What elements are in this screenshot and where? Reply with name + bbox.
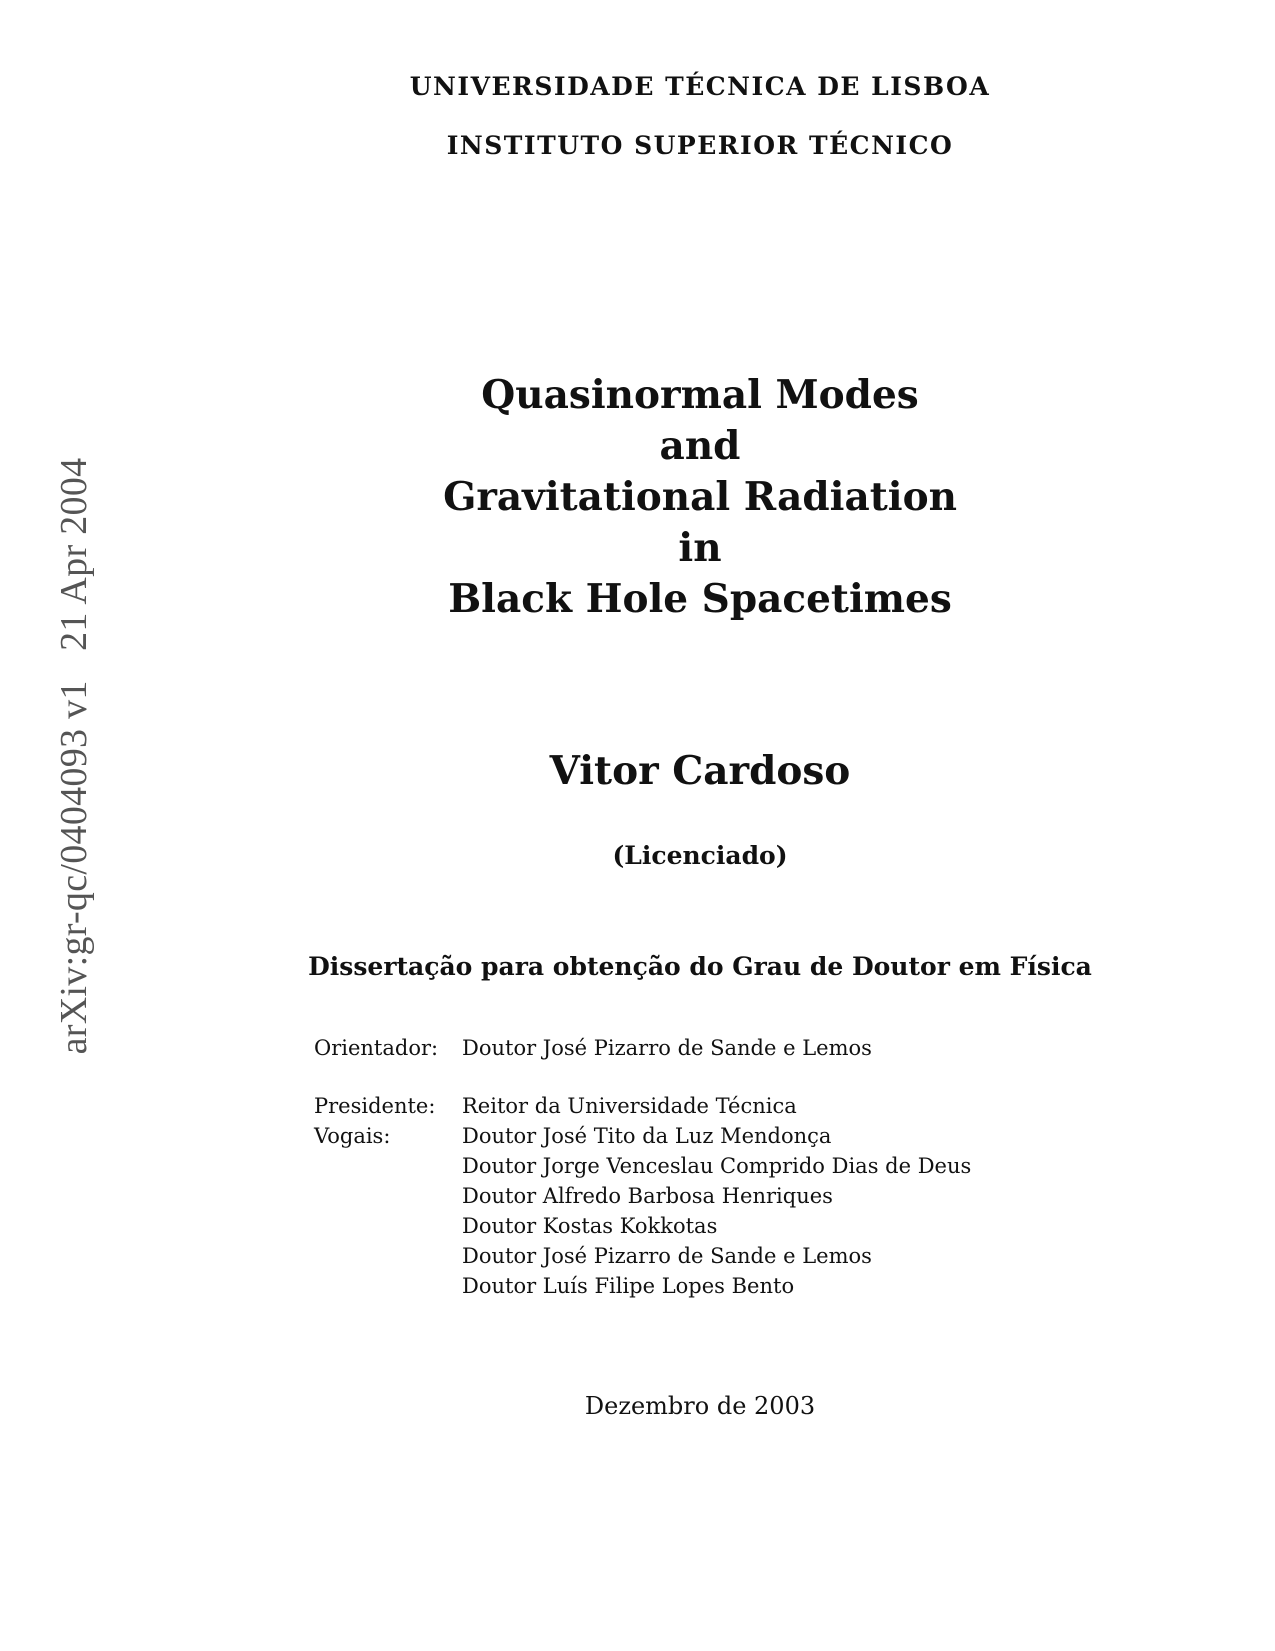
dissertation-statement: Dissertação para obtenção do Grau de Doutor em Física [308,952,1092,981]
university-name: UNIVERSIDADE TÉCNICA DE LISBOA [409,72,991,101]
jury-member-name: Doutor Jorge Venceslau Comprido Dias de Deus [462,1154,972,1178]
jury-member-row [314,1241,971,1271]
advisor-role: Orientador: [314,1036,439,1060]
jury-member-name: Doutor José Pizarro de Sande e Lemos [462,1244,872,1268]
president-role: Presidente: [314,1094,436,1118]
advisor-name: Doutor José Pizarro de Sande e Lemos [462,1036,872,1060]
thesis-title [280,370,1120,625]
jury-member-row [314,1151,971,1181]
jury-member-name: Doutor Kostas Kokkotas [462,1214,718,1238]
title-line: Gravitational Radiation [443,474,957,520]
arxiv-identifier-stamp: arXiv:gr-qc/0404093 v1 21 Apr 2004 [53,457,95,1055]
title-line: Quasinormal Modes [481,372,919,418]
jury-member-name: Doutor Luís Filipe Lopes Bento [462,1274,795,1298]
advisor-row [314,1033,872,1063]
jury-member-row [314,1181,971,1211]
president-name: Reitor da Universidade Técnica [462,1094,797,1118]
jury-block [314,1091,971,1301]
author-name: Vitor Cardoso [549,748,851,794]
jury-member-row [314,1211,971,1241]
title-line: Black Hole Spacetimes [448,576,952,622]
title-line: and [659,423,741,469]
jury-member-row [314,1121,971,1151]
title-line: in [678,525,722,571]
institute-name: INSTITUTO SUPERIOR TÉCNICO [446,131,954,160]
submission-date: Dezembro de 2003 [584,1392,816,1420]
president-row [314,1091,971,1121]
advisor-block [314,1033,872,1063]
author-degree: (Licenciado) [612,841,788,870]
jury-member-row [314,1271,971,1301]
jury-member-name: Doutor José Tito da Luz Mendonça [462,1124,832,1148]
members-role: Vogais: [314,1124,391,1148]
jury-member-name: Doutor Alfredo Barbosa Henriques [462,1184,833,1208]
